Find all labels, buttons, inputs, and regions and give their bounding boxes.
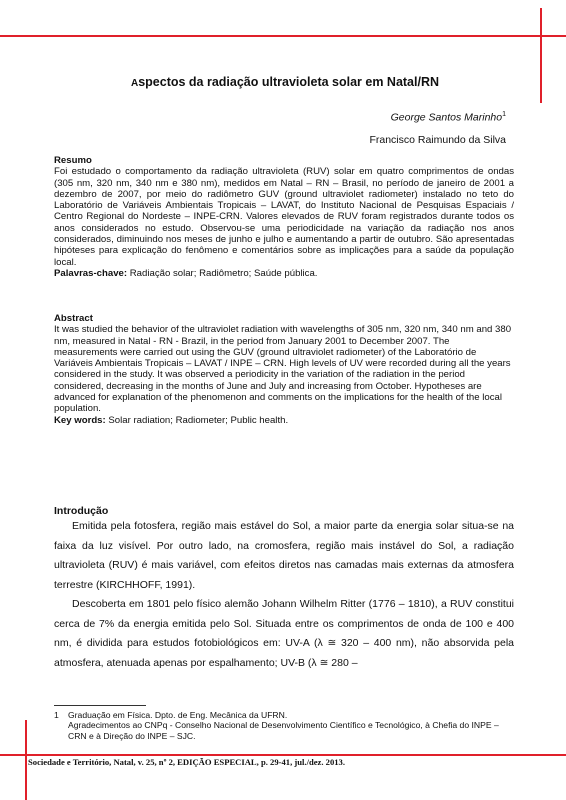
abstract-keywords: Key words: Solar radiation; Radiometer; Public health. [54,414,289,426]
abstract-heading: Abstract [54,313,93,324]
author-name: Francisco Raimundo da Silva [369,134,506,146]
resumo-keywords: Palavras-chave: Radiação solar; Radiômetro; Saúde pública. [54,267,318,279]
paper-title: Aspectos da radiação ultravioleta solar em Natal/RN [130,75,440,89]
introduction-heading: Introdução [54,505,109,517]
crop-mark-line [540,8,542,103]
resumo-text: Foi estudado o comportamento da radiação ultravioleta (RUV) solar em quatro comprimentos de ondas (305 nm, 320 nm, 340 nm e 380 nm), medidos em Natal – RN – Brasil, no período de janeiro de 2001 a dezembro de 2007, por meio do radiômetro GUV (ground ultraviolet radiometer) instalado no teto do Laboratório de Variáveis Ambientais Tropicais – LAVAT, do Instituto Nacional de Pesquisas Espaciais / Centro Regional do Nordeste – INPE-CRN. Valores elevados de RUV foram registrados durante todos os anos considerados no estudo. Observou-se uma periodicidade na variação da radiação nos anos considerados, diminuindo nos meses de junho e julho e aumentando a partir de outubro. São apresentadas hipóteses para explicação do fenômeno e comentários sobre as implicações para a saúde da população local. [54,166,514,268]
body-paragraph: Descoberta em 1801 pelo físico alemão Johann Wilhelm Ritter (1776 – 1810), a RUV constitui cerca de 7% da energia emitida pelo Sol. Situada entre os comprimentos de onda de 100 e 400 nm, é dividida para estudos fotobiológicos em: UV-A (λ ≅ 320 – 400 nm), não absorvida pela atmosfera, atenuada apenas por espalhamento; UV-B (λ ≅ 280 – [54,598,514,669]
abstract-text: It was studied the behavior of the ultraviolet radiation with wavelengths of 305 nm, 320 nm, 340 nm and 380 nm, measured in Natal - RN - Brazil, in the period from January 2001 to December 2007. The measurements were carried out using the GUV (ground ultraviolet radiometer) of the Laboratório de Variáveis Ambientais Tropicais – LAVAT / INPE – CRN. High levels of UV were recorded during all the years considered in the study. It was observed a periodicity in the variation of the radiation in the period considered, decreasing in the months of June and July and increasing from October. Hypotheses are advanced for explanation of the phenomenon and comments on the implications for the health of the local population. [54,324,512,415]
crop-mark-line [0,35,566,37]
body-paragraph: Emitida pela fotosfera, região mais estável do Sol, a maior parte da energia solar situa-se na faixa da luz visível. Por outro lado, na cromosfera, região mais instável do Sol, a radiação ultravioleta (RUV) é mais variável, com efeitos diretos nas camadas mais externas da atmosfera terrestre (KIRCHHOFF, 1991). [54,520,514,591]
resumo-heading: Resumo [54,155,92,166]
footnote-separator [54,705,146,706]
footnote-number: 1 [54,710,59,720]
abstract-section [54,313,514,426]
journal-footer: Sociedade e Território, Natal, v. 25, nº 2, EDIÇÃO ESPECIAL, p. 29-41, jul./dez. 2013. [28,757,345,767]
footnote-line: Graduação em Física. Dpto. de Eng. Mecânica da UFRN. [68,710,288,720]
resumo-section [54,155,514,279]
footnote-marker: 1 [502,111,506,118]
crop-mark-line [0,754,566,756]
crop-mark-line [25,720,27,800]
footnote [54,710,514,741]
footnote-acknowledgement: Agradecimentos ao CNPq - Conselho Nacional de Desenvolvimento Científico e Tecnológico, à Chefia do INPE – CRN e à Direção do INPE – SJC. [68,720,499,741]
author-name: George Santos Marinho$^1$ [390,111,506,124]
